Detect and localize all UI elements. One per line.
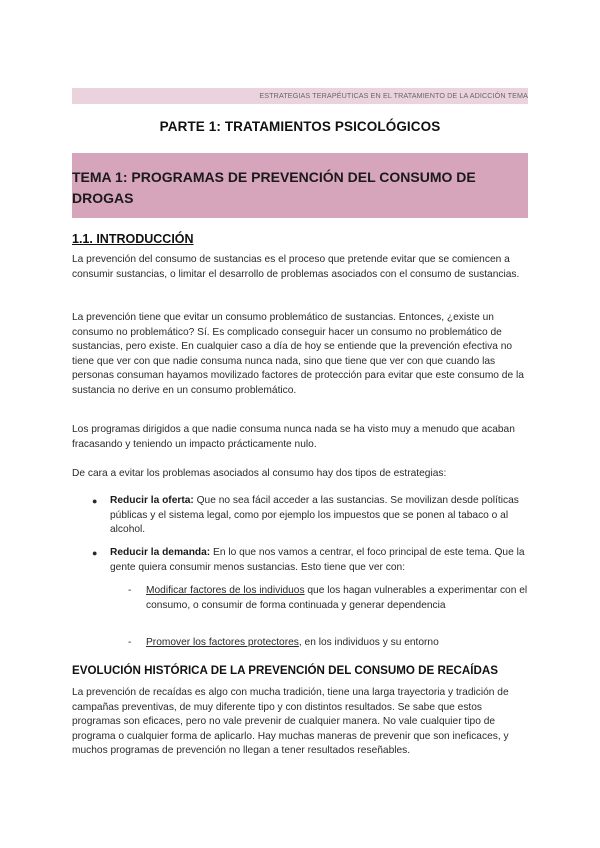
topic-title: TEMA 1: PROGRAMAS DE PREVENCIÓN DEL CONSUMO DE DROGAS	[72, 169, 476, 206]
sub-item-modify-factors	[128, 584, 528, 613]
paragraph-strategies: De cara a evitar los problemas asociados al consumo hay dos tipos de estrategias:	[72, 468, 447, 479]
running-header-text: ESTRATEGIAS TERAPÉUTICAS EN EL TRATAMIENTO DE LA ADICCIÓN TEMA	[259, 91, 528, 100]
part-title: PARTE 1: TRATAMIENTOS PSICOLÓGICOS	[159, 119, 441, 134]
paragraph-problematic-use: La prevención tiene que evitar un consumo problemático de sustancias. Entonces, ¿existe un consumo no problemático? Sí. Es complicado conseguir hacer un consumo no problemático de sustancias, pero existe. En cualquier caso a día de hoy se entiende que la prevención efectiva no tiene que ver con que nadie consuma nunca nada, sino que tiene que ver con que cuando las personas consuman hayamos movilizado factores de protección para evitar que este consumo de la sustancia no derive en un consumo problemático.	[72, 312, 524, 396]
subsection-title: EVOLUCIÓN HISTÓRICA DE LA PREVENCIÓN DEL CONSUMO DE RECAÍDAS	[72, 664, 498, 677]
sub-item-protective-factors	[128, 636, 528, 651]
paragraph-relapse-prevention: La prevención de recaídas es algo con mucha tradición, tiene una larga trayectoria y tradición de campañas preventivas, de muy diferente tipo y con distintos resultados. Se sabe que estos programas son eficaces, pero no vale prevenir de cualquier manera. No vale cualquier tipo de programa o cualquier forma de aplicarlo. Hay muchas maneras de prevenir que son ineficaces, y muchos programas de prevención no llegan a tener resultados reseñables.	[72, 687, 509, 757]
dash-marker: -	[128, 585, 132, 596]
section-title: 1.1. INTRODUCCIÓN	[72, 232, 194, 246]
paragraph-programs: Los programas dirigidos a que nadie consuma nunca nada se ha visto muy a menudo que acaban fracasando y teniendo un impacto prácticamente nulo.	[72, 424, 515, 450]
sub-item-underlined: Promover los factores protectores	[146, 637, 299, 648]
sub-item-underlined: Modificar factores de los individuos	[146, 585, 305, 596]
list-item-reduce-demand	[92, 546, 530, 575]
dash-marker: -	[128, 637, 132, 648]
bullet-term: Reducir la demanda:	[110, 547, 211, 558]
bullet-term: Reducir la oferta:	[110, 495, 194, 506]
bullet-dot: ●	[92, 548, 98, 558]
sub-item-text: , en los individuos y su entorno	[298, 637, 439, 648]
paragraph-intro: La prevención del consumo de sustancias es el proceso que pretende evitar que se comiencen a consumir sustancias, o limitar el desarrollo de problemas asociados con el consumo de sustancias.	[72, 254, 520, 280]
list-item-reduce-supply	[92, 494, 530, 538]
bullet-dot: ●	[92, 496, 98, 506]
sub-item-text: que los hagan vulnerables a experimentar con el consumo, o consumir de forma continuada y generar dependencia	[146, 585, 528, 611]
running-header	[72, 88, 528, 104]
bullet-text: Que no sea fácil acceder a las sustancias. Se movilizan desde políticas públicas y el sistema legal, como por ejemplo los impuestos que se ponen al tabaco o al alcohol.	[110, 495, 519, 536]
bullet-text: En lo que nos vamos a centrar, el foco principal de este tema. Que la gente quiera consumir menos sustancias. Esto tiene que ver con:	[110, 547, 525, 573]
